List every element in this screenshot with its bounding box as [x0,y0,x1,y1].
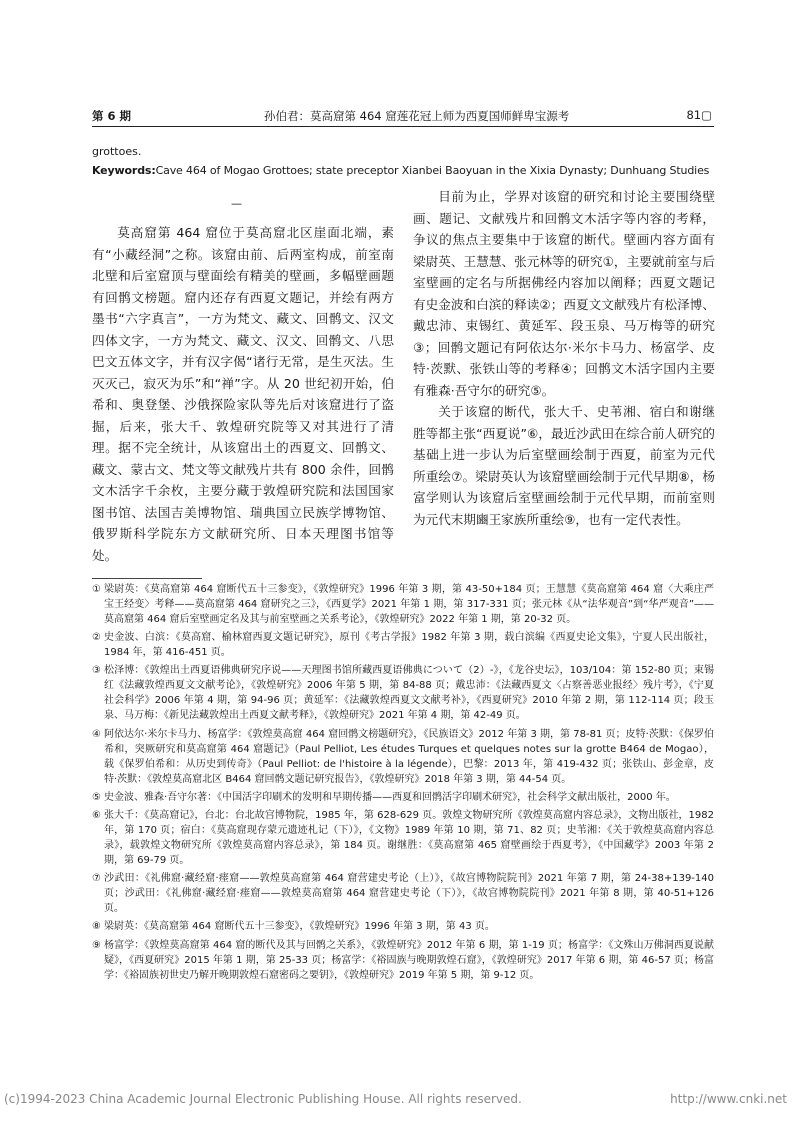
footnote-mark: ② [92,632,101,644]
footnote-text: 梁尉英：《莫高窟第 464 窟断代五十三参变》，《敦煌研究》1996 年第 3 期，第 43 页。 [104,921,495,933]
body-paragraph: 关于该窟的断代，张大千、史苇湘、宿白和谢继胜等都主张“西夏说”⑥，最近沙武田在综合前人研究的基础上进一步认为后室壁画绘制于西夏，前室为元代所重绘⑦。梁尉英认为该窟壁画绘制于元代早期⑧，杨富学则认为该窟后室壁画绘制于元代早期，而前室则为元代末期豳王家族所重绘⑨，也有一定代表性。 [413,404,715,527]
page-number-value: 81 [686,108,702,122]
issue-number: 第 6 期 [92,109,132,123]
keywords-text: Cave 464 of Mogao Grottoes; state preceptor Xianbei Baoyuan in the Xixia Dynasty; Dunhuang Studies [155,164,710,177]
footnote-mark: ① [92,584,101,595]
footnote [92,582,714,627]
footnote [92,790,714,805]
running-title: 孙伯君：莫高窟第 464 窟莲花冠上师为西夏国师鲜卑宝源考 [264,109,570,123]
section-number: — [231,197,242,210]
footnote [92,808,714,868]
header-rule [92,126,714,127]
footnote [92,727,714,787]
keywords-label: Keywords: [92,164,156,177]
left-column [92,222,394,566]
footnote-mark: ⑤ [92,791,101,803]
footnote-mark: ⑧ [92,921,101,933]
right-column [413,186,715,530]
footnote-mark: ③ [92,665,101,677]
footnote-text: 史金波、白滨：《莫高窟、榆林窟西夏文题记研究》，原刊《考古学报》1982 年第 3 期，载白滨编《西夏史论文集》，宁夏人民出版社，1984 年，第 416-451 页。 [104,632,714,659]
footnote-text: 张大千：《莫高窟记》，台北：台北故宫博物院，1985 年，第 628-629 页。敦煌文物研究所《敦煌莫高窟内容总录》，文物出版社，1982 年，第 170 页；宿白：《莫高窟现存蒙元遗迹札记（下）》，《文物》1989 年第 10 期，第 71、82 页；史苇湘：《关于敦煌莫高窟内容总录》，载敦煌文物研究所《敦煌莫高窟内容总录》，第 184 页。谢继胜：《莫高窟第 465 窟壁画绘于西夏考》，《中国藏学》2003 年第 2 期，第 69-79 页。 [104,809,714,866]
footnotes [92,582,714,986]
footnote-text: 松泽博：《敦煌出土西夏语佛典研究序说——天理图书馆所藏西夏语佛典について（2）-》，《龙谷史坛》，103/104：第 152-80 页；束锡红《法藏敦煌西夏文文献考论》，《敦煌研究》2006 年第 5 期，第 84-88 页；戴忠沛：《法藏西夏文〈占察善恶业报经〉残片考》，《宁夏社会科学》2006 年第 4 期，第 94-96 页；黄延军：《法藏敦煌西夏文文献考补》，《西夏研究》2010 年第 2 期，第 112-114 页；段玉泉、马万梅：《新见法藏敦煌出土西夏文献考释》，《敦煌研究》2021 年第 4 期，第 42-49 页。 [104,665,714,722]
footnote [92,663,714,723]
abstract-tail: grottoes. [92,145,142,158]
running-head [92,106,714,126]
body-paragraph: 莫高窟第 464 窟位于莫高窟北区崖面北端，素有“小藏经洞”之称。该窟由前、后两室构成，前室南北壁和后室窟顶与壁面绘有精美的壁画，多幅壁画题有回鹘文榜题。窟内还存有西夏文题记，并绘有两方墨书“六字真言”，一方为梵文、藏文、回鹘文、汉文四体文字，一方为梵文、藏文、汉文、回鹘文、八思巴文五体文字，并有汉字偈“诸行无常，是生灭法。生灭灭己，寂灭为乐”和“禅”字。从 20 世纪初开始，伯希和、奥登堡、沙俄探险家队等先后对该窟进行了盗掘，后来，张大千、敦煌研究院等又对其进行了清理。据不完全统计，从该窟出土的西夏文、回鹘文、藏文、蒙古文、梵文等文献残片共有 800 余件，回鹘文木活字千余枚，主要分藏于敦煌研究院和法国国家图书馆、法国吉美博物馆、瑞典国立民族学博物馆、俄罗斯科学院东方文献研究所、日本天理图书馆等处。 [92,225,394,563]
footnote-text: 杨富学：《敦煌莫高窟第 464 窟的断代及其与回鹘之关系》，《敦煌研究》2012 年第 6 期，第 1-19 页；杨富学：《文殊山万佛洞西夏说献疑》，《西夏研究》2015 年第 1 期，第 25-33 页；杨富学：《裕固族与晚期敦煌石窟》，《敦煌研究》2017 年第 6 期，第 46-57 页；杨富学：《裕固族初世史乃解开晚期敦煌石窟密码之要钥》，《敦煌研究》2019 年第 5 期，第 9-12 页。 [104,939,714,981]
footnote-rule [92,578,202,579]
page-mark: ▢ [701,108,712,122]
footnote-mark: ⑥ [92,809,101,821]
copyright-notice: (c)1994-2023 China Academic Journal Electronic Publishing House. All rights reserved. [4,1092,522,1106]
footnote-text: 阿依达尔·米尔卡马力、杨富学：《敦煌莫高窟 464 窟回鹘文榜题研究》，《民族语文》2012 年第 3 期，第 78-81 页；皮特·茨默：《保罗伯希和，突厥研究和莫高窟第 464 窟题记》（Paul Pelliot, Les études Turques et quelques notes sur la grotte B464 de Mogao），载《保罗伯希和：从历史到传奇》（Paul Pelliot: de l'histoire à la légende），巴黎：2013 年，第 419-432 页；张铁山、彭金章，皮特·茨默：《敦煌莫高窟北区 B464 窟回鹘文题记研究报告》，《敦煌研究》2018 年第 3 期，第 44-54 页。 [104,728,714,785]
footnote-text: 史金波、雅森·吾守尔著：《中国活字印刷术的发明和早期传播——西夏和回鹘活字印刷术研究》，社会科学文献出版社，2000 年。 [104,791,676,803]
footnote [92,919,714,934]
page-number [686,108,712,122]
footnote-text: 沙武田：《礼佛窟·藏经窟·瘗窟——敦煌莫高窟第 464 窟营建史考论（上）》，《故宫博物院院刊》2021 年第 7 期，第 24-38+139-140 页；沙武田：《礼佛窟·藏经窟·瘗窟——敦煌莫高窟第 464 窟营建史考论（下）》，《故宫博物院院刊》2021 年第 8 期，第 40-51+126 页。 [104,873,714,915]
keywords-line [92,164,714,177]
body-paragraph: 目前为止，学界对该窟的研究和讨论主要围绕壁画、题记、文献残片和回鹘文木活字等内容的考释，争议的焦点主要集中于该窟的断代。壁画内容方面有梁尉英、王慧慧、张元林等的研究①，主要就前室与后室壁画的定名与所据佛经内容加以阐释；西夏文题记有史金波和白滨的释读②；西夏文文献残片有松泽博、戴忠沛、束锡红、黄延军、段玉泉、马万梅等的研究③；回鹘文题记有阿依达尔·米尔卡马力、杨富学、皮特·茨默、张铁山等的考释④；回鹘文木活字国内主要有雅森·吾守尔的研究⑤。 [413,189,715,398]
footnote-mark: ⑨ [92,939,101,951]
footnote-text: 梁尉英：《莫高窟第 464 窟断代五十三参变》，《敦煌研究》1996 年第 3 期，第 43-50+184 页；王慧慧《莫高窟第 464 窟〈大乘庄严宝王经变〉考释——莫高窟第 464 窟研究之三》，《西夏学》2021 年第 1 期，第 317-331 页；张元林《从“法华观音”到“华严观音”——莫高窟第 464 窟后室壁画定名及其与前室壁画之关系考论》，《敦煌研究》2022 年第 1 期，第 20-32 页。 [104,584,714,625]
copyright-url[interactable]: http://www.cnki.net [670,1092,787,1106]
footnote [92,938,714,983]
footnote-mark: ④ [92,728,101,740]
footnote [92,630,714,660]
footnote-mark: ⑦ [92,873,101,885]
footnote [92,871,714,916]
